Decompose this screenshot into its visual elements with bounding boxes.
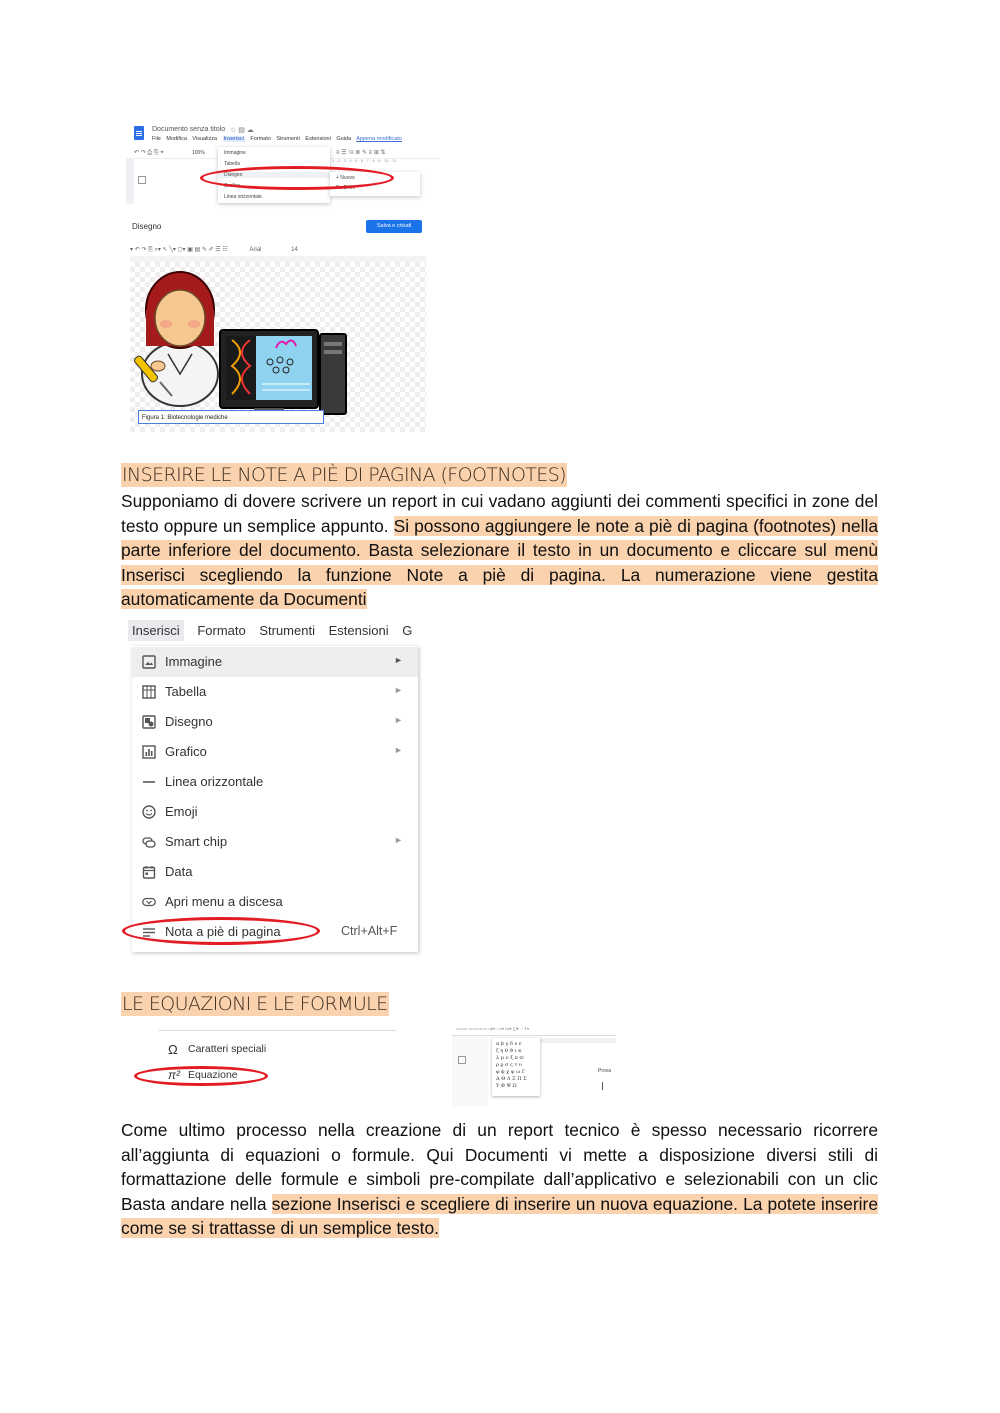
footnotes-heading: INSERIRE LE NOTE A PIÈ DI PAGINA (FOOTNOTES) [122, 464, 566, 486]
menu-item-immagine[interactable] [132, 647, 418, 677]
equation-toolbar-screenshot [452, 1026, 616, 1106]
menu-item-tabella[interactable] [132, 677, 418, 707]
last-edit-link[interactable]: Appena modificato [356, 136, 402, 142]
menu-item-linea-orizzontale[interactable] [132, 767, 418, 797]
red-highlight-ring [134, 1066, 268, 1086]
equations-text-highlight: sezione Inserisci e scegliere di inserire un nuova equazione. La potete inserire come se si trattasse di un semplice testo. [121, 1193, 879, 1238]
menu-item-label: Nota a piè di pagina [165, 924, 281, 939]
horizontal-line-icon [142, 775, 156, 789]
emoji-icon [142, 805, 156, 819]
outline-icon[interactable] [138, 176, 146, 184]
menu-item-disegno[interactable] [132, 707, 418, 737]
drawing-toolbar [130, 246, 430, 254]
symbol-row[interactable]: Υ Φ Ψ Ω [496, 1083, 517, 1089]
drawing-title: Disegno [132, 222, 162, 231]
dropdown-icon [142, 895, 156, 909]
figure-caption[interactable]: Figura 1: Biotecnologie mediche [138, 410, 324, 424]
sample-text: Prova [598, 1068, 612, 1074]
zoom-select[interactable]: 100% [192, 150, 205, 156]
left-margin [126, 158, 134, 204]
docs-menubar-large [132, 620, 422, 641]
menu-item-label: Grafico [165, 744, 207, 759]
footnotes-text-plain: Supponiamo di dovere scrivere un report in cui vadano aggiunti dei commenti specifici in zone del testo oppure un semplice appunto. [121, 491, 878, 536]
chart-icon [142, 745, 156, 759]
footnotes-text-highlight: Si possono aggiungere le note a piè di pagina (footnotes) nella parte inferiore del documento. Basta selezionare il testo in un documento e cliccare sul menù Inserisci scegliendo la funzione Note a piè di pagina. La numerazione viene gestita automaticamente da Documenti [121, 515, 878, 609]
menu-item-apri-menu[interactable] [132, 887, 418, 917]
menu-item-label: Tabella [165, 684, 207, 699]
equation-symbol-menus[interactable]: ▭▭▭ ▭▭▭▭▭ αβ▾ ∩∪▾ ≤≠▾ ∑∫▾ ⇔⇑▾ [456, 1026, 530, 1031]
font-select[interactable]: Arial [249, 247, 262, 253]
menu-visualizza[interactable]: Visualizza [192, 136, 218, 142]
dd-grafico[interactable]: Grafico [224, 183, 241, 189]
menu-item-grafico[interactable] [132, 737, 418, 767]
submenu-da-drive[interactable]: Da Drive [336, 185, 356, 191]
docs-logo-icon [134, 126, 144, 140]
submenu-arrow-icon: ► [394, 745, 403, 755]
menu-item-emoji[interactable] [132, 797, 418, 827]
menu-item-label: Disegno [165, 714, 213, 729]
drawing-tools-icons[interactable]: ▾ ↶ ↷ ⎘ ⌕▾ ↖ ╲▾ ◻▾ ▣ ▤ ✎ ✐ ☰ ☷ [130, 247, 230, 253]
menu-item-equazione[interactable]: Equazione [188, 1069, 238, 1081]
smart-chip-icon [142, 835, 156, 849]
dd-linea[interactable]: Linea orizzontale [224, 194, 262, 200]
menu-item-label: Apri menu a discesa [165, 894, 283, 909]
symbol-row[interactable]: ζ η θ ϑ ι κ [496, 1048, 522, 1054]
submenu-arrow-icon: ► [394, 685, 403, 695]
doc-title: Documento senza titolo [152, 126, 226, 133]
submenu-arrow-icon: ► [394, 655, 403, 665]
outline-icon[interactable] [458, 1056, 466, 1064]
menu-item-label: Emoji [165, 804, 198, 819]
insert-menu-screenshot [126, 614, 420, 952]
submenu-nuovo[interactable]: + Nuovo [336, 175, 355, 181]
menu-inserisci[interactable]: Inserisci [223, 136, 244, 142]
menu-modifica[interactable]: Modifica [166, 136, 187, 142]
biotech-clipart [130, 262, 426, 432]
font-size[interactable]: 14 [291, 247, 298, 253]
dd-disegno[interactable]: Disegno [218, 172, 330, 178]
symbol-row[interactable]: α β γ δ ε ϵ [496, 1041, 522, 1047]
dd-immagine[interactable]: Immagine [224, 150, 246, 156]
drawing-icon [142, 715, 156, 729]
submenu-arrow-icon: ► [394, 835, 403, 845]
special-chars-screenshot [156, 1028, 398, 1088]
menu-strumenti[interactable]: Strumenti [276, 136, 300, 142]
menu-item-smart-chip[interactable] [132, 827, 418, 857]
red-highlight-ring [122, 917, 320, 945]
drawing-screenshot [126, 122, 444, 434]
save-close-button[interactable]: Salva e chiudi [366, 220, 422, 233]
menu-item-label: Smart chip [165, 834, 228, 849]
menu-item-label: Data [165, 864, 193, 879]
symbol-row[interactable]: ρ ϱ σ ς τ υ [496, 1062, 522, 1068]
symbol-row[interactable]: φ ϕ χ ψ ω Γ [496, 1069, 526, 1075]
ruler: 1 · 2 · 3 · 4 · 5 · 6 · 7 · 8 · 9 · 10 · 11 [332, 158, 397, 163]
equations-paragraph [121, 1118, 878, 1241]
greek-symbols-palette[interactable] [492, 1038, 540, 1096]
dd-tabella[interactable]: Tabella [224, 161, 240, 167]
calendar-icon [142, 865, 156, 879]
red-highlight-ring [200, 166, 394, 190]
menubar-formato[interactable]: Formato [197, 623, 246, 638]
equation-toolbar [452, 1026, 616, 1036]
menubar-inserisci[interactable]: Inserisci [128, 620, 184, 641]
menu-guida[interactable]: Guida [336, 136, 352, 142]
left-margin [452, 1036, 488, 1106]
menu-formato[interactable]: Formato [250, 136, 271, 142]
table-icon [142, 685, 156, 699]
docs-window-top [126, 122, 444, 204]
menu-item-label: Linea orizzontale [165, 774, 264, 789]
footnotes-paragraph [121, 489, 878, 612]
format-icons[interactable]: ≡ ☰ ⁝≡ ≣ ✎ ≡ ⊞ ⇅ [336, 150, 386, 156]
docs-menubar [152, 136, 406, 142]
symbol-row[interactable]: λ μ ν ξ π ϖ [496, 1055, 524, 1061]
menu-file[interactable]: File [152, 136, 161, 142]
text-cursor [602, 1082, 603, 1090]
shortcut-label: Ctrl+Alt+F [341, 924, 398, 938]
star-folder-cloud-icons: ☆ ▤ ☁ [230, 127, 254, 134]
equations-heading: LE EQUAZIONI E LE FORMULE [122, 993, 388, 1015]
insert-menu-panel [132, 646, 418, 952]
menu-estensioni[interactable]: Estensioni [305, 136, 331, 142]
menubar-guida[interactable]: G [402, 623, 413, 638]
menubar-estensioni[interactable]: Estensioni [328, 623, 389, 638]
menu-divider [158, 1030, 396, 1031]
image-icon [142, 655, 156, 669]
menubar-strumenti[interactable]: Strumenti [259, 623, 315, 638]
omega-icon: Ω [168, 1042, 178, 1057]
menu-item-label: Immagine [165, 654, 223, 669]
menu-item-caratteri-speciali[interactable]: Caratteri speciali [188, 1043, 267, 1055]
drawing-canvas[interactable] [130, 262, 426, 432]
undo-redo-print-icons[interactable]: ↶ ↷ ⎙ ⎘ ⌖ [134, 150, 164, 156]
equations-text-plain: Come ultimo processo nella creazione di un report tecnico è spesso necessario ricorrere all’aggiunta di equazioni o formule. Qui Documenti vi mette a disposizione diversi stili di formattazione delle formule e simboli pre-compilate dall’applicativo e selezionabili con un clic Basta andare nella [121, 1120, 878, 1214]
ruler [538, 1038, 616, 1043]
menu-item-data[interactable] [132, 857, 418, 887]
pi-icon: π² [168, 1068, 181, 1082]
symbol-row[interactable]: Δ Θ Λ Ξ Π Σ [496, 1076, 527, 1082]
submenu-arrow-icon: ► [394, 715, 403, 725]
